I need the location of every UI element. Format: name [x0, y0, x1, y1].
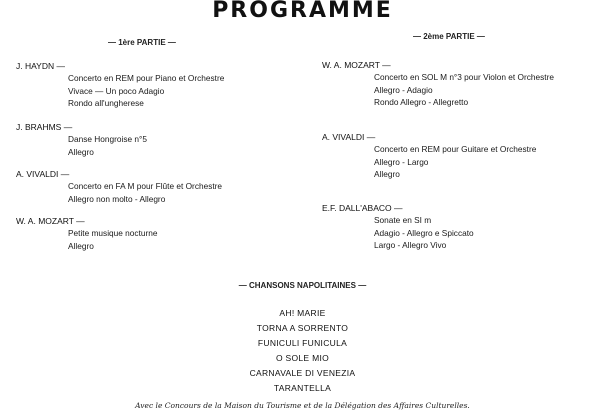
song-title: TARANTELLA	[273, 383, 332, 393]
work-line: Allegro	[68, 240, 94, 251]
part1-entry-haydn	[16, 61, 224, 110]
song-title: O SOLE MIO	[275, 353, 330, 363]
chansons-list	[0, 306, 605, 396]
part1-entry-mozart	[16, 216, 157, 252]
work-line: Largo - Allegro Vivo	[374, 240, 447, 251]
work-details	[68, 180, 222, 205]
work-line: Allegro	[68, 146, 94, 157]
part2-entry-mozart	[322, 60, 554, 109]
part1-heading: — 1ère PARTIE —	[108, 38, 176, 47]
composer-name: W. A. MOZART —	[322, 60, 391, 70]
work-details	[374, 71, 554, 109]
composer-name: A. VIVALDI —	[16, 169, 70, 179]
part2-entry-dallabaco	[322, 203, 474, 252]
work-line: Sonate en SI m	[374, 215, 432, 225]
composer-name: A. VIVALDI —	[322, 132, 376, 142]
composer-name: W. A. MOZART —	[16, 216, 85, 226]
part2-heading: — 2ème PARTIE —	[413, 32, 485, 41]
work-details	[68, 133, 147, 158]
part1-entry-vivaldi	[16, 169, 222, 205]
part1-entry-brahms	[16, 122, 147, 158]
song-title: FUNICULI FUNICULA	[257, 338, 348, 348]
programme-title: PROGRAMME	[212, 0, 393, 23]
song-title: AH! MARIE	[279, 308, 326, 318]
work-line: Danse Hongroise n°5	[68, 134, 147, 144]
chansons-heading: — CHANSONS NAPOLITAINES —	[238, 281, 367, 290]
work-line: Allegro non molto - Allegro	[68, 193, 166, 204]
work-line: Concerto en REM pour Guitare et Orchestre	[374, 144, 537, 154]
composer-name: E.F. DALL'ABACO —	[322, 203, 403, 213]
work-line: Allegro - Largo	[374, 156, 429, 167]
sponsor-footer: Avec le Concours de la Maison du Tourisme et de la Délégation des Affaires Culturelles.	[135, 401, 470, 410]
part2-entry-vivaldi	[322, 132, 536, 181]
work-line: Concerto en REM pour Piano et Orchestre	[68, 73, 225, 83]
work-details	[374, 143, 536, 181]
song-title: TORNA A SORRENTO	[256, 323, 349, 333]
work-details	[68, 227, 157, 252]
composer-name: J. BRAHMS —	[16, 122, 73, 132]
work-line: Petite musique nocturne	[68, 228, 158, 238]
work-line: Rondo all'ungherese	[68, 98, 144, 109]
song-title: CARNAVALE DI VENEZIA	[249, 368, 356, 378]
work-details	[374, 214, 474, 252]
work-line: Allegro	[374, 169, 400, 180]
work-line: Vivace — Un poco Adagio	[68, 85, 165, 96]
composer-name: J. HAYDN —	[16, 61, 65, 71]
work-line: Concerto en SOL M n°3 pour Violon et Orchestre	[374, 72, 554, 82]
work-details	[68, 72, 224, 110]
work-line: Allegro - Adagio	[374, 84, 433, 95]
work-line: Concerto en FA M pour Flûte et Orchestre	[68, 181, 223, 191]
work-line: Adagio - Allegro e Spiccato	[374, 227, 474, 238]
work-line: Rondo Allegro - Allegretto	[374, 97, 469, 108]
